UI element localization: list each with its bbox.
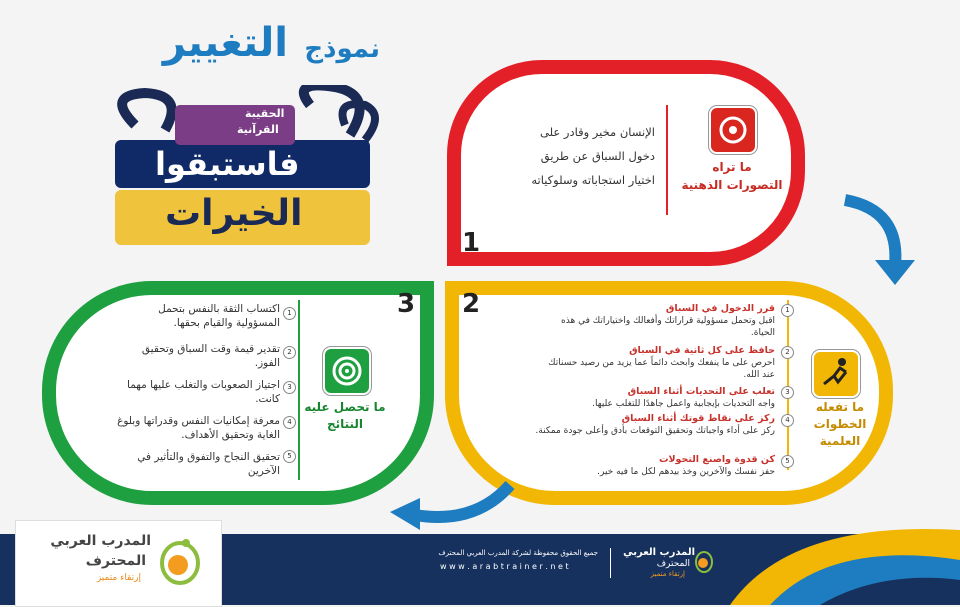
section-2-heading3: العلمية <box>819 434 861 448</box>
section-3-heading1: ما تحصل عليه <box>304 400 386 414</box>
s2-item-1-dot: 1 <box>781 304 794 317</box>
s3-item-4-dot: 4 <box>283 416 296 429</box>
s2-item-4-text: ركز على أداء واجباتك وتحقيق التوقعات بأدق وأعلى جودة ممكنة. <box>535 426 775 436</box>
s3-item-4: معرفة إمكانيات النفس وقدراتها وبلوغ الغاية وتحقيق الأهداف. <box>117 415 280 441</box>
footer-logo-icon <box>693 545 715 575</box>
s3-item-5-dot: 5 <box>283 450 296 463</box>
title-big: التغيير <box>162 20 288 66</box>
brand-box <box>15 520 222 607</box>
s2-item-5 <box>535 453 775 478</box>
target-icon <box>323 347 371 395</box>
logo-line1: الحقيبة <box>245 107 285 120</box>
s1-line-2: دخول السباق عن طريق <box>540 149 655 163</box>
s2-item-4-title: ركز على نقاط قوتك أثناء السباق <box>621 413 775 424</box>
footer-divider <box>610 548 611 578</box>
section-2-number: 2 <box>462 289 481 319</box>
s2-item-5-text: حفز نفسك والآخرين وخذ بيدهم لكل ما فيه خير. <box>597 467 775 477</box>
s2-item-4 <box>535 412 775 437</box>
brand-name2: المحترف <box>85 553 146 569</box>
section-3-heading2: النتائج <box>326 417 364 431</box>
s2-item-1 <box>535 302 775 339</box>
s2-item-1-text: اقبل وتحمل مسؤولية قراراتك وأفعالك واختياراتك في هذه الحياة. <box>561 316 775 338</box>
s2-item-2-text: احرص على ما ينفعك وابحث دائماً عما يزيد من رصيد حسناتك عند الله. <box>548 358 775 380</box>
s2-item-5-title: كن قدوة واصنع التحولات <box>658 454 775 465</box>
s3-item-2: تقدير قيمة وقت السباق وتحقيق الفوز. <box>141 343 280 369</box>
s3-list <box>115 302 280 478</box>
s2-item-5-dot: 5 <box>781 455 794 468</box>
brand-name1: المدرب العربي <box>50 533 151 549</box>
s3-item-1: اكتساب الثقة بالنفس بتحمل المسؤولية والقيام بحقها. <box>158 303 280 329</box>
logo-main1: فاستبقوا <box>155 145 300 183</box>
brain-icon <box>709 106 757 154</box>
decorative-swoosh <box>730 520 960 605</box>
section-3-divider <box>298 300 300 480</box>
brand-tagline: إرتقاء متميز <box>96 573 141 583</box>
s1-line-3: اختيار استجاباته وسلوكياته <box>531 173 655 187</box>
section-3-number: 3 <box>397 289 416 319</box>
s2-item-3 <box>535 385 775 410</box>
s2-item-1-title: قرر الدخول في السباق <box>665 303 775 314</box>
page-title <box>120 20 380 80</box>
s3-item-2-dot: 2 <box>283 346 296 359</box>
s3-item-3: اجتياز الصعوبات والتغلب عليها مهما كانت. <box>127 379 280 405</box>
logo-line2: القرآنية <box>237 123 279 136</box>
section-1-number: 1 <box>462 228 481 258</box>
section-1-text <box>470 120 655 192</box>
s2-item-2-dot: 2 <box>781 346 794 359</box>
s2-item-4-dot: 4 <box>781 414 794 427</box>
s2-item-3-dot: 3 <box>781 386 794 399</box>
section-2-heading1: ما تفعله <box>815 400 865 414</box>
s2-item-3-text: واجه التحديات بإيجابية واعمل جاهدًا للتغلب عليها. <box>592 399 775 409</box>
logo-main2: الخيرات <box>165 193 303 234</box>
section-2-heading2: الخطوات <box>813 417 867 431</box>
quran-bag-logo <box>95 85 385 250</box>
s3-item-1-dot: 1 <box>283 307 296 320</box>
arrow-left-icon <box>385 480 515 530</box>
title-small: نموذج <box>304 34 380 64</box>
s1-line-1: الإنسان مخير وقادر على <box>539 125 655 139</box>
footer-brand3: إرتقاء متميز <box>650 570 685 578</box>
s3-item-3-dot: 3 <box>283 381 296 394</box>
s2-item-3-title: تعلب على التحديات أثناء السباق <box>627 386 775 397</box>
footer-brand2: المحترف <box>656 559 690 569</box>
runner-icon <box>812 350 860 398</box>
s2-item-2-title: حافظ على كل ثانية في السباق <box>629 345 775 356</box>
s2-item-2 <box>535 344 775 381</box>
s3-item-5: تحقيق النجاح والتفوق والتأثير في الآخرين <box>137 451 280 477</box>
section-2-divider <box>787 300 789 470</box>
arrow-down-icon <box>840 190 920 290</box>
section-1-divider <box>666 105 668 215</box>
section-1-heading2: التصورات الذهنية <box>681 178 783 192</box>
footer-brand1: المدرب العربي <box>623 547 695 558</box>
section-1-heading1: ما تراه <box>712 160 752 174</box>
footer-url[interactable]: w w w . a r a b t r a i n e r . n e t <box>440 562 569 571</box>
footer-rights: جميع الحقوق محفوظة لشركة المدرب العربي المحترف <box>438 549 598 557</box>
brand-logo-icon <box>156 529 204 589</box>
